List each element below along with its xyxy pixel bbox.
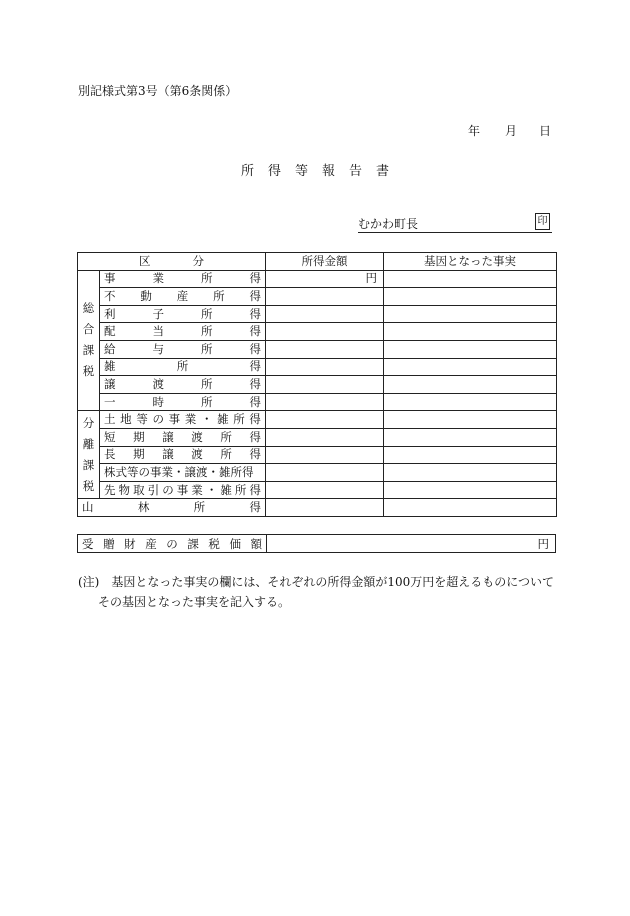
gift-table	[77, 534, 556, 553]
form-number: 別記様式第3号（第6条関係）	[78, 84, 238, 98]
amount-cell[interactable]: 円	[266, 270, 384, 288]
item-char: 林	[137, 500, 150, 515]
amount-cell[interactable]	[266, 305, 384, 323]
item-name	[100, 393, 266, 411]
item-char: 得	[249, 482, 261, 497]
fact-cell[interactable]	[384, 428, 557, 446]
item-char: 雑	[217, 412, 229, 427]
gift-value[interactable]: 円	[267, 535, 556, 553]
amount-cell[interactable]	[266, 358, 384, 376]
item-name-sanrin	[78, 499, 266, 517]
item-char: 山	[82, 500, 94, 515]
item-char: 得	[249, 341, 261, 356]
item-char: 贈	[103, 536, 115, 551]
date-year-label: 年	[468, 124, 481, 138]
group-char: 総	[82, 301, 95, 316]
table-row	[78, 393, 557, 411]
fact-cell[interactable]	[384, 288, 557, 306]
footnote-line-2: その基因となった事実を記入する。	[98, 595, 291, 609]
fact-cell[interactable]	[384, 340, 557, 358]
header-category-part: 分	[192, 253, 204, 268]
amount-cell[interactable]	[266, 411, 384, 429]
item-char: 税	[208, 536, 220, 551]
item-char: の	[162, 482, 174, 497]
item-char: 産	[145, 536, 157, 551]
group-char: 課	[82, 343, 95, 358]
item-char: 得	[249, 271, 261, 286]
item-name	[100, 340, 266, 358]
table-row	[78, 464, 557, 482]
document-title: 所得等報告書	[240, 164, 403, 179]
item-char: 財	[124, 536, 136, 551]
item-char: 動	[140, 288, 152, 303]
item-char: 得	[249, 500, 261, 515]
seal-mark: 印	[535, 213, 550, 230]
table-row	[78, 358, 557, 376]
item-char: 所	[233, 412, 245, 427]
item-name	[100, 481, 266, 499]
item-char: 一	[104, 394, 116, 409]
item-char: 所	[234, 482, 247, 497]
item-char: 所	[201, 376, 213, 391]
amount-cell[interactable]	[266, 428, 384, 446]
item-name	[100, 323, 266, 341]
item-char: 得	[249, 394, 261, 409]
item-char: ・	[205, 482, 218, 497]
fact-cell[interactable]	[384, 393, 557, 411]
fact-cell[interactable]	[384, 376, 557, 394]
item-char: 事	[176, 482, 189, 497]
item-char: 引	[147, 482, 160, 497]
item-char: 課	[187, 536, 199, 551]
item-char: 地	[120, 412, 132, 427]
item-char: 価	[229, 536, 241, 551]
table-row	[78, 305, 557, 323]
amount-cell[interactable]	[266, 323, 384, 341]
item-char: 産	[176, 288, 189, 303]
fact-cell[interactable]	[384, 358, 557, 376]
table-row	[78, 376, 557, 394]
item-char: 所	[213, 288, 225, 303]
item-char: の	[166, 536, 178, 551]
group-label-comprehensive	[78, 270, 100, 411]
amount-cell[interactable]	[266, 499, 384, 517]
item-char: 時	[152, 394, 164, 409]
item-char: 額	[250, 536, 262, 551]
table-row	[78, 323, 557, 341]
item-char: 所	[201, 271, 213, 286]
item-name	[100, 305, 266, 323]
item-char: 業	[152, 271, 164, 286]
table-row	[78, 270, 557, 288]
item-char: 得	[249, 447, 261, 462]
item-char: 渡	[191, 447, 203, 462]
item-char: 雑	[220, 482, 232, 497]
item-char: 物	[118, 482, 131, 497]
item-char: 業	[184, 412, 197, 427]
fact-cell[interactable]	[384, 499, 557, 517]
header-fact: 基因となった事実	[384, 253, 557, 271]
item-char: 得	[249, 306, 261, 321]
fact-cell[interactable]	[384, 446, 557, 464]
item-char: 雑	[104, 359, 116, 374]
group-char: 合	[82, 322, 95, 337]
amount-cell[interactable]	[266, 393, 384, 411]
amount-cell[interactable]	[266, 481, 384, 499]
item-char: 受	[82, 536, 94, 551]
item-char: 先	[104, 482, 116, 497]
group-char: 課	[82, 457, 95, 472]
item-char: 所	[220, 447, 232, 462]
item-char: 短	[104, 429, 116, 444]
amount-cell[interactable]	[266, 340, 384, 358]
item-char: 土	[104, 412, 116, 427]
item-char: 不	[104, 288, 116, 303]
fact-cell[interactable]	[384, 270, 557, 288]
item-char: 所	[201, 394, 213, 409]
item-char: 所	[201, 341, 213, 356]
table-row	[78, 481, 557, 499]
addressee-line	[358, 214, 552, 233]
table-row	[78, 428, 557, 446]
item-char: 期	[133, 447, 145, 462]
item-char: 得	[249, 376, 261, 391]
item-char: 所	[176, 359, 189, 374]
amount-cell[interactable]	[266, 464, 384, 482]
table-body	[78, 270, 557, 516]
item-char: 配	[104, 324, 116, 339]
fact-cell[interactable]	[384, 464, 557, 482]
item-char: の	[152, 412, 164, 427]
date-month-label: 月	[505, 124, 518, 138]
date-day-label: 日	[539, 124, 552, 138]
item-char: 渡	[191, 429, 203, 444]
group-label-separate	[78, 411, 100, 499]
table-row	[78, 288, 557, 306]
amount-cell[interactable]	[266, 288, 384, 306]
item-char: 株式等の事業・譲渡・雑所得	[104, 464, 254, 479]
fact-cell[interactable]	[384, 305, 557, 323]
gift-label	[78, 535, 267, 553]
item-char: 期	[133, 429, 145, 444]
item-char: 得	[249, 324, 261, 339]
item-name	[100, 446, 266, 464]
amount-cell[interactable]	[266, 446, 384, 464]
item-char: 所	[193, 500, 206, 515]
item-name	[100, 358, 266, 376]
header-category-label	[78, 254, 265, 269]
item-char: 譲	[104, 376, 116, 391]
footnote	[78, 572, 558, 612]
item-char: ・	[200, 412, 213, 427]
item-char: 所	[201, 306, 213, 321]
income-table	[77, 252, 557, 517]
item-char: 譲	[162, 429, 174, 444]
item-char: 事	[168, 412, 181, 427]
table-row	[78, 499, 557, 517]
item-char: 事	[104, 271, 116, 286]
item-name	[100, 411, 266, 429]
item-char: 所	[201, 324, 213, 339]
item-char: 業	[191, 482, 203, 497]
fact-cell[interactable]	[384, 411, 557, 429]
item-char: 得	[249, 429, 261, 444]
fact-cell[interactable]	[384, 481, 557, 499]
item-char: 利	[104, 306, 116, 321]
gift-row	[78, 535, 556, 553]
item-char: 所	[220, 429, 232, 444]
item-char: 得	[249, 412, 261, 427]
table-row	[78, 446, 557, 464]
amount-cell[interactable]	[266, 376, 384, 394]
group-char: 分	[82, 415, 95, 430]
item-name	[100, 270, 266, 288]
item-char: 長	[104, 447, 116, 462]
item-name	[100, 428, 266, 446]
item-char: 譲	[162, 447, 174, 462]
table-row	[78, 340, 557, 358]
item-char: 渡	[152, 376, 164, 391]
footnote-line-1: (注) 基因となった事実の欄には、それぞれの所得金額が100万円を超えるものについて	[78, 575, 555, 589]
item-name	[100, 464, 266, 482]
table-header-row	[78, 253, 557, 271]
group-char: 税	[82, 478, 95, 493]
item-char: 取	[133, 482, 145, 497]
item-name	[100, 376, 266, 394]
group-char: 離	[82, 436, 95, 451]
item-name	[100, 288, 266, 306]
item-char: 当	[152, 324, 164, 339]
item-char: 等	[136, 412, 148, 427]
addressee-name: むかわ町長	[358, 217, 419, 231]
header-amount: 所得金額	[266, 253, 384, 271]
header-category	[78, 253, 266, 271]
fact-cell[interactable]	[384, 323, 557, 341]
item-char: 得	[249, 288, 261, 303]
table-row	[78, 411, 557, 429]
group-char: 税	[82, 364, 95, 379]
item-char: 子	[152, 306, 164, 321]
item-char: 得	[249, 359, 261, 374]
item-char: 給	[104, 341, 116, 356]
header-category-part: 区	[139, 253, 151, 268]
item-char: 与	[152, 341, 164, 356]
